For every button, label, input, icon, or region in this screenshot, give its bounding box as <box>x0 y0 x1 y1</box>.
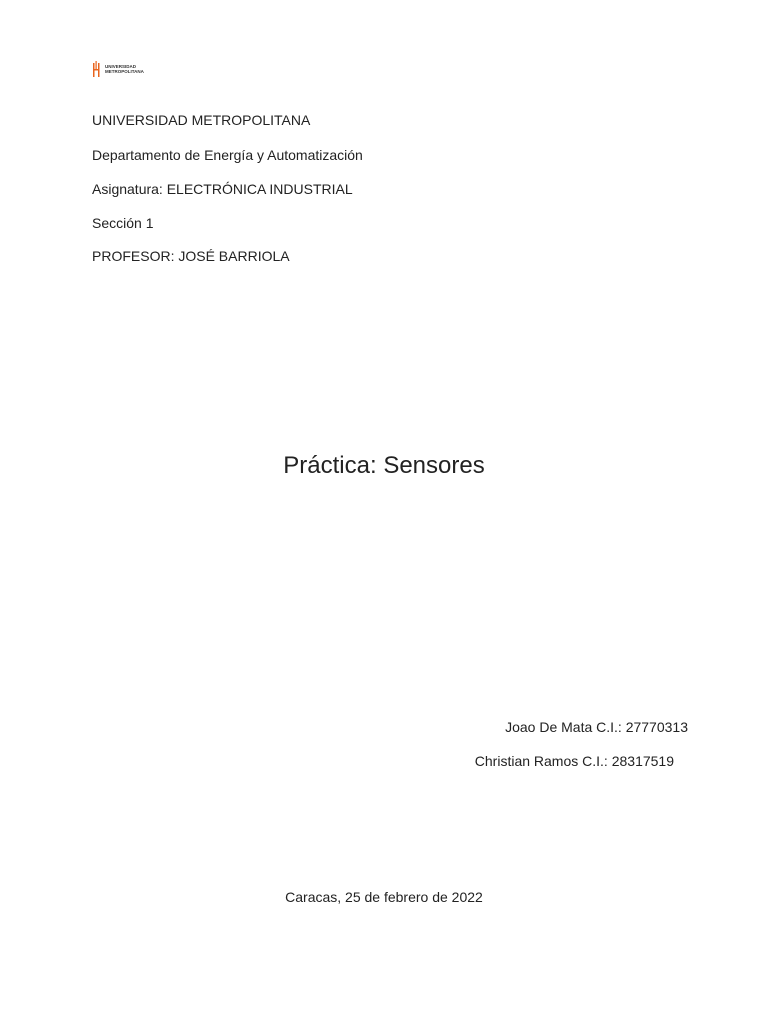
university-logo <box>92 61 144 77</box>
author-1: Joao De Mata C.I.: 27770313 <box>505 719 688 735</box>
logo-text-line2: METROPOLITANA <box>105 69 144 74</box>
department: Departamento de Energía y Automatización <box>92 147 363 163</box>
author-2: Christian Ramos C.I.: 28317519 <box>474 753 674 769</box>
university-name: UNIVERSIDAD METROPOLITANA <box>92 112 311 128</box>
place-date: Caracas, 25 de febrero de 2022 <box>285 889 483 905</box>
logo-text-line1: UNIVERSIDAD <box>105 64 137 69</box>
professor: PROFESOR: JOSÉ BARRIOLA <box>92 248 290 264</box>
subject: Asignatura: ELECTRÓNICA INDUSTRIAL <box>92 181 353 197</box>
section: Sección 1 <box>92 215 154 231</box>
logo-icon <box>92 61 102 77</box>
document-title: Práctica: Sensores <box>283 452 485 479</box>
